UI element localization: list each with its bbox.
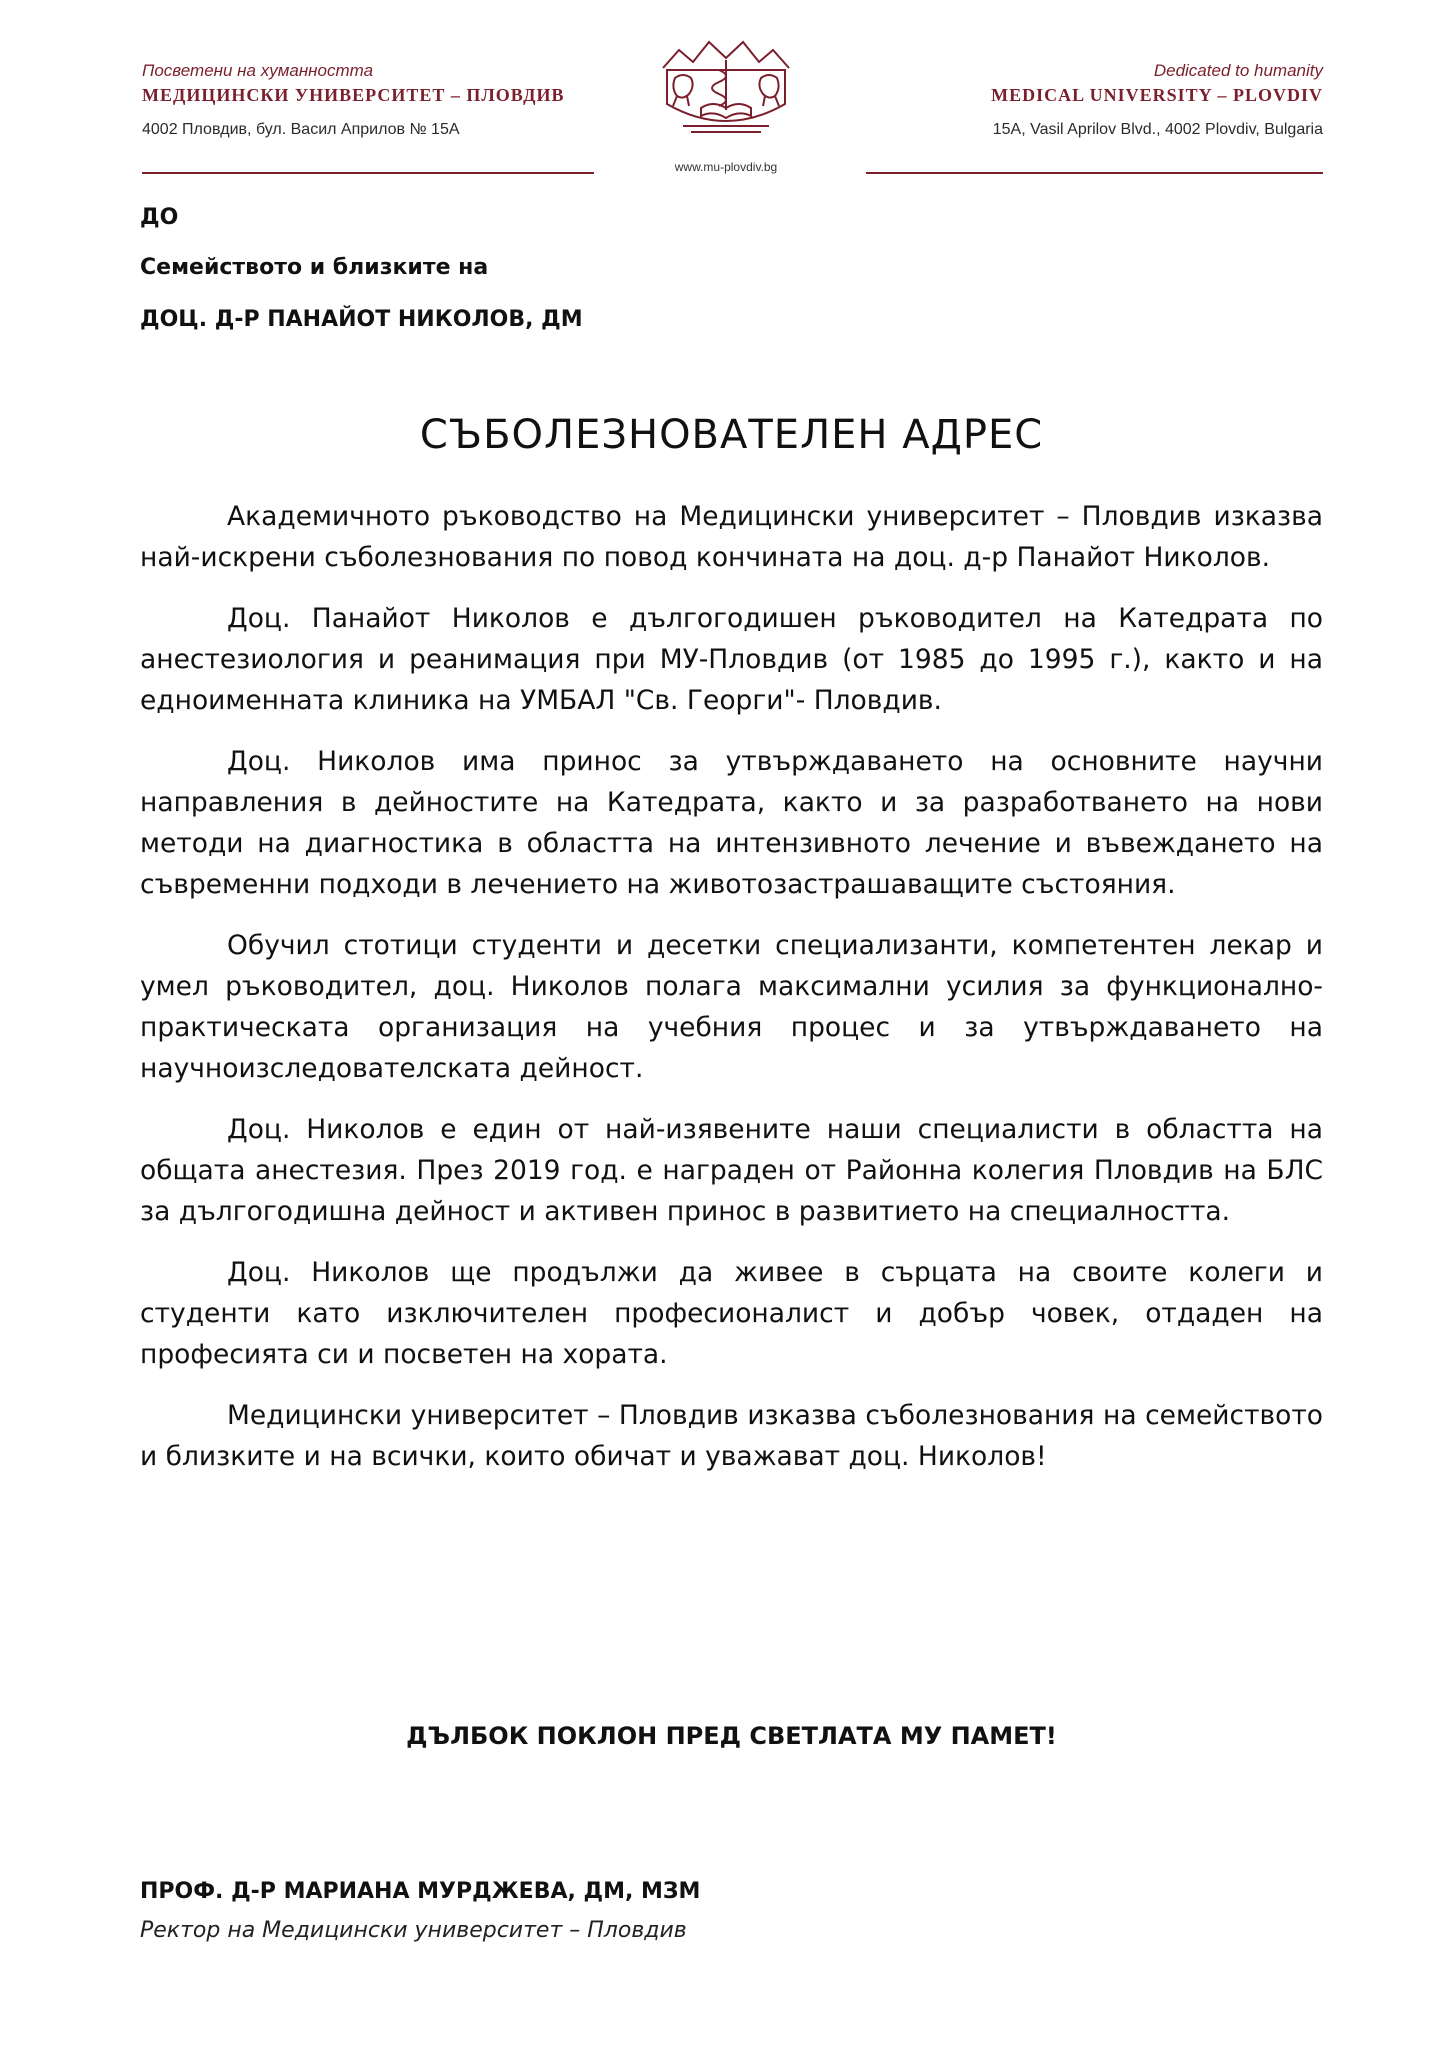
motto-bg: Посветени на хуманността	[142, 61, 374, 80]
address-bg: 4002 Пловдив, бул. Васил Априлов № 15А	[142, 121, 460, 138]
university-crest-icon	[653, 34, 799, 142]
paragraph: Академичното ръководство на Медицински университет – Пловдив изказва най-искрени съболезнования по повод кончината на доц. д-р Панайот Николов.	[140, 501, 1323, 573]
paragraph: Доц. Николов има принос за утвърждаването на основните научни направления в дейностите на Катедрата, както и за разработването на нови методи на диагностика в областта на интензивното лечение и въвеждането на съвременни подходи в лечението на животозастрашаващите състояния.	[140, 746, 1323, 900]
paragraph: Обучил стотици студенти и десетки специализанти, компетентен лекар и умел ръководител, доц. Николов полага максимални усилия за функционално-практическата организация на учебния процес и за утвърждаването на научноизследователската дейност.	[140, 930, 1323, 1084]
letter-body	[140, 496, 1323, 1497]
closing-line: ДЪЛБОК ПОКЛОН ПРЕД СВЕТЛАТА МУ ПАМЕТ!	[406, 1722, 1057, 1750]
addressee-family: Семейството и близките на	[140, 255, 489, 280]
university-name-bg: МЕДИЦИНСКИ УНИВЕРСИТЕТ – ПЛОВДИВ	[142, 85, 565, 105]
header-rule-left	[142, 172, 594, 174]
addressee-to: ДО	[140, 205, 179, 230]
university-name-en: MEDICAL UNIVERSITY – PLOVDIV	[991, 85, 1323, 105]
motto-en: Dedicated to humanity	[1153, 61, 1323, 80]
paragraph: Доц. Николов ще продължи да живее в сърцата на своите колеги и студенти като изключителен професионалист и добър човек, отдаден на професията си и посветен на хората.	[140, 1257, 1323, 1370]
address-en: 15A, Vasil Aprilov Blvd., 4002 Plovdiv, Bulgaria	[992, 121, 1323, 138]
header-rule-right	[866, 172, 1323, 174]
letterhead-right	[863, 60, 1323, 141]
website-link[interactable]: www.mu-plovdiv.bg	[674, 160, 778, 174]
letterhead-left	[142, 60, 602, 141]
paragraph: Доц. Панайот Николов е дългогодишен ръководител на Катедрата по анестезиология и реанимация при МУ-Пловдив (от 1985 до 1995 г.), както и на едноименната клиника на УМБАЛ "Св. Георги"- Пловдив.	[140, 603, 1323, 716]
paragraph: Медицински университет – Пловдив изказва съболезнования на семейството и близките и на всички, които обичат и уважават доц. Николов!	[140, 1400, 1323, 1472]
document-title: СЪБОЛЕЗНОВАТЕЛЕН АДРЕС	[419, 412, 1044, 458]
addressee-name: ДОЦ. Д-Р ПАНАЙОТ НИКОЛОВ, ДМ	[140, 307, 583, 332]
signatory-role: Ректор на Медицински университет – Пловдив	[140, 1918, 687, 1943]
signatory-name: ПРОФ. Д-Р МАРИАНА МУРДЖЕВА, ДМ, МЗМ	[140, 1879, 701, 1904]
paragraph: Доц. Николов е един от най-изявените наши специалисти в областта на общата анестезия. През 2019 год. е награден от Районна колегия Пловдив на БЛС за дългогодишна дейност и активен принос в развитието на специалността.	[140, 1114, 1323, 1227]
